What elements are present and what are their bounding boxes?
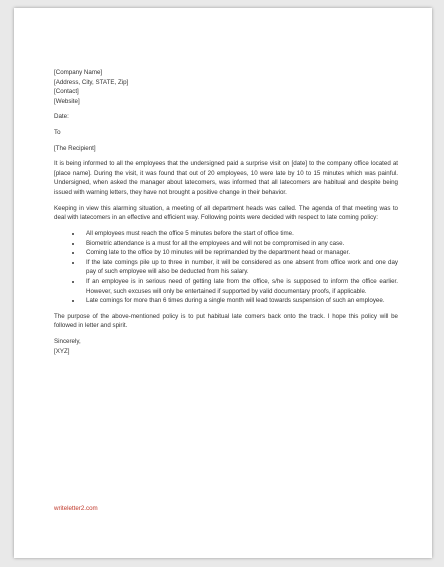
policy-item: • If the late comings pile up to three in number, it will be considered as one absent from office work and one day pay of such employee will also be deducted from his salary. bbox=[82, 258, 398, 277]
policy-item: • Coming late to the office by 10 minutes will be reprimanded by the department head or manager. bbox=[82, 248, 398, 258]
policy-item: • Late comings for more than 6 times during a single month will lead towards suspension of such an employee. bbox=[82, 296, 398, 306]
sign-off: Sincerely, bbox=[54, 338, 81, 346]
letter-body bbox=[54, 68, 398, 356]
recipient: [The Recipient] bbox=[54, 144, 96, 152]
date-label: Date: bbox=[54, 113, 69, 121]
website-footer-link[interactable]: writeletter2.com bbox=[54, 505, 98, 512]
policy-item: • Biometric attendance is a must for all the employees and will not be compromised in any case. bbox=[82, 239, 398, 249]
policy-list bbox=[54, 229, 398, 306]
sender-website: [Website] bbox=[54, 97, 80, 105]
intro-paragraph: It is being informed to all the employees that the undersigned paid a surprise visit on [date] to the company office located at [place name]. During the visit, it was found that out of 20 employees, 10 were late by 10 to 15 minutes which was painful. Undersigned, when asked the manager about latecomers, was informed that all latecomers are habitual and despite being issued with warning letters, they have not brought a positive change in their behavior. bbox=[54, 160, 398, 197]
policy-item: • All employees must reach the office 5 minutes before the start of office time. bbox=[82, 229, 398, 239]
sender-contact: [Contact] bbox=[54, 88, 79, 96]
sender-company-name: [Company Name] bbox=[54, 69, 103, 76]
sender-address: [Address, City, STATE, Zip] bbox=[54, 78, 129, 86]
signatory: [XYZ] bbox=[54, 347, 70, 355]
to-label: To bbox=[54, 129, 61, 137]
policy-item: • If an employee is in serious need of getting late from the office, s/he is supposed to inform the office earlier. However, such excuses will only be entertained if supported by valid documentary proofs, if applicable. bbox=[82, 277, 398, 296]
meeting-paragraph: Keeping in view this alarming situation, a meeting of all department heads was called. The agenda of that meeting was to deal with latecomers in an effective and efficient way. Following points were decided with respect to late coming policy: bbox=[54, 204, 398, 222]
closing-paragraph: The purpose of the above-mentioned policy is to put habitual late comers back onto the track. I hope this policy will be followed in letter and spirit. bbox=[54, 312, 398, 330]
letter-page bbox=[14, 8, 432, 558]
